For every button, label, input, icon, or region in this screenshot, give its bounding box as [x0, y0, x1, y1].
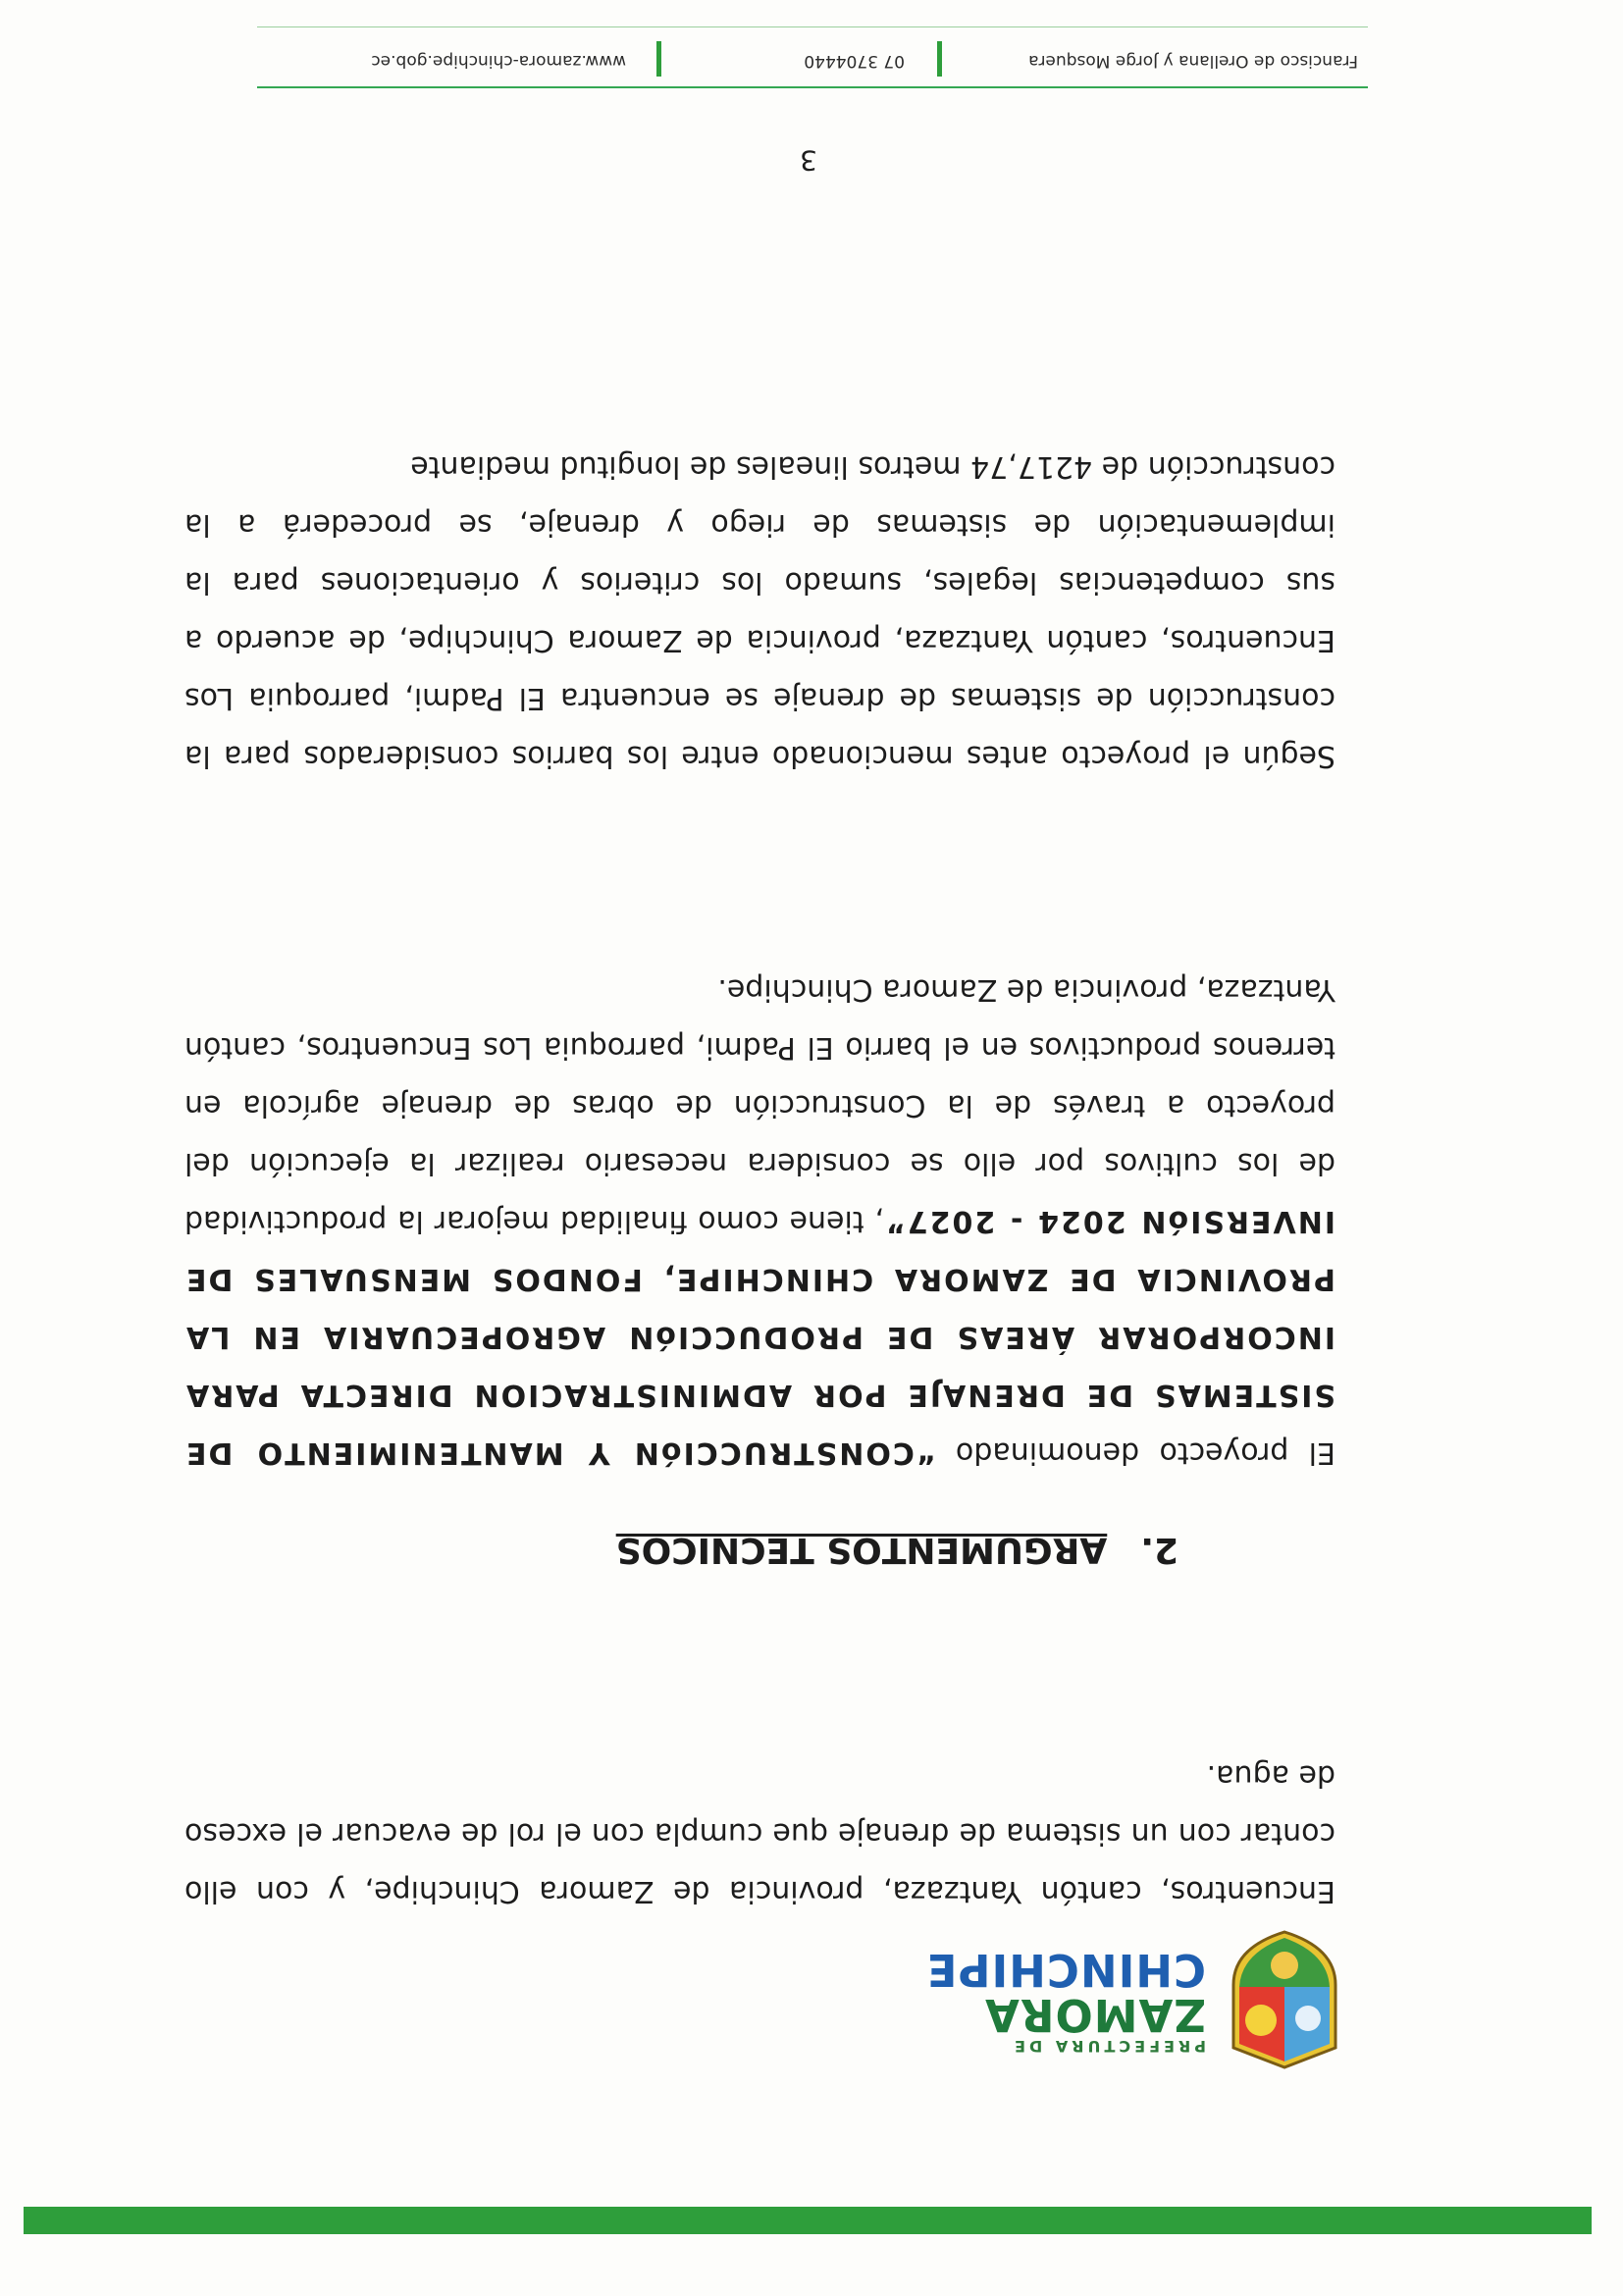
intro-text: Encuentros, cantón Yantzaza, provincia de Zamora Chinchipe, y con ello contar con un sistema de drenaje que cumpla con el rol de evacuar el exceso de agua.: [184, 1758, 1335, 1908]
page-number: 3: [800, 144, 817, 177]
project-lead: El proyecto denominado: [935, 1435, 1335, 1470]
section-number: 2.: [1140, 1530, 1178, 1570]
footer-website[interactable]: www.zamora-chinchipe.gob.ec: [371, 51, 626, 71]
project-paragraph: [184, 961, 1335, 1482]
logo-chinchipe: CHINCHIPE: [925, 1944, 1206, 1996]
barrios-text: Según el proyecto antes mencionado entre los barrios considerados para la construcción de sistemas de drenaje se encuentra El Padmi, parroquia Los Encuentros, cantón Yantzaza, provincia de Zamora Chinchipe, de acuerdo a sus competencias legales, sumado los criterios y orientaciones para la implementación de sistemas de riego y drenaje, se procederá a la construcción de 4217,74 metros lineales de longitud mediante: [184, 449, 1335, 773]
footer-phone: 07 3704440: [804, 51, 905, 71]
barrios-paragraph: [184, 438, 1335, 785]
footer-divider: [656, 41, 661, 77]
logo-zamora: ZAMORA: [984, 1989, 1206, 2041]
section-heading: [616, 1530, 1178, 1570]
project-rest: , tiene como finalidad mejorar la productividad de los cultivos por ello se considera necesario realizar la ejecución del proyecto a través de la Construcción de obras de drenaje agrícola en terrenos productivos en el barrio El Padmi, parroquia Los Encuentros, cantón Yantzaza, provincia de Zamora Chinchipe.: [183, 972, 1335, 1238]
coat-of-arms-icon: [1226, 1928, 1343, 2075]
prefectura-logo: [925, 1918, 1343, 2075]
project-name: “CONSTRUCCIóN Y MANTENIMIENTO DE SISTEMAS DE DRENAJE POR ADMINISTRACION DIRECTA PARA INCORPORAR ÁREAS DE PRODUCCIóN AGROPECUARIA EN LA PROVINCIA DE ZAMORA CHINCHIPE, FONDOS MENSUALES DE INVERSIóN 2024 - 2027”: [184, 1204, 1335, 1470]
footer: [257, 26, 1368, 88]
section-title-text: ARGUMENTOS TECNICOS: [615, 1530, 1108, 1570]
logo-subtitle: PREFECTURA DE: [1011, 2037, 1206, 2056]
intro-paragraph: [184, 1747, 1335, 1920]
header-green-bar: [24, 2207, 1592, 2234]
footer-divider: [937, 41, 942, 77]
footer-address: Francisco de Orellana y Jorge Mosquera: [1028, 51, 1358, 71]
